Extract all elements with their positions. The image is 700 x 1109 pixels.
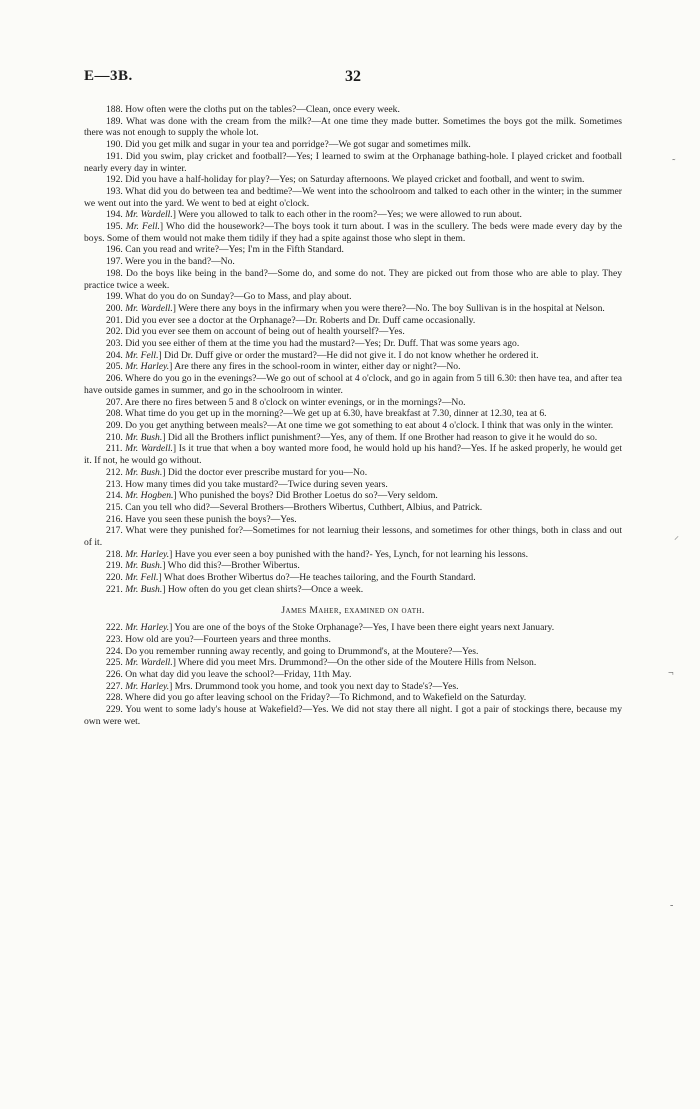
speaker-name: Mr. Fell. [125, 349, 159, 361]
paragraph-text: ] Where did you meet Mrs. Drummond?—On the other side of the Moutere Hills from Nelson. [172, 657, 537, 669]
margin-mark: - [670, 900, 674, 911]
speaker-name: Mr. Harley. [125, 622, 170, 634]
speaker-name: Mr. Wardell. [125, 209, 173, 221]
question-number: 219. [106, 560, 126, 572]
question-number: 220. [106, 572, 126, 584]
paragraph-text: ] Have you ever seen a boy punished with the hand?- Yes, Lynch, for not learning his lessons. [169, 548, 529, 560]
testimony-paragraph: 217. What were they punished for?—Sometimes for not learniug their lessons, and sometimes for other things, both in class and out of it. [84, 525, 622, 549]
paragraph-text: ] Did the doctor ever prescribe mustard for you—No. [162, 466, 368, 478]
testimony-paragraph [84, 221, 622, 244]
paragraph-text: ] What does Brother Wibertus do?—He teaches tailoring, and the Fourth Standard. [158, 572, 476, 584]
testimony-paragraph [84, 657, 622, 669]
page-body [84, 104, 622, 728]
testimony-paragraph: 209. Do you get anything between meals?—At one time we got something to eat about 4 o'clock. I think that was only in the winter. [106, 419, 614, 431]
testimony-paragraph: 226. On what day did you leave the school?—Friday, 11th May. [106, 669, 352, 681]
testimony-paragraph [84, 622, 622, 634]
page-number: 32 [345, 68, 361, 85]
question-number: 205. [106, 361, 126, 373]
question-number: 195. [106, 221, 126, 233]
paragraph-text: ] Who did the housework?—The boys took it turn about. I was in the scullery. The beds were made every day by the boys. Some of them would not make them tidily if they had a spite against those who slept in them. [84, 221, 622, 244]
testimony-paragraph: 216. Have you seen these punish the boys?—Yes. [106, 513, 297, 525]
speaker-name: Mr. Hogben. [125, 490, 174, 502]
testimony-paragraph: 191. Did you swim, play cricket and football?—Yes; I learned to swim at the Orphanage bathing-hole. I played cricket and football nearly every day in winter. [84, 150, 622, 174]
testimony-paragraph: 213. How many times did you take mustard?—Twice during seven years. [106, 478, 388, 490]
testimony-paragraph: 208. What time do you get up in the morning?—We get up at 6.30, have breakfast at 7.30, dinner at 12.30, tea at 6. [106, 408, 547, 420]
page-reference: E—3B. [84, 68, 133, 84]
testimony-paragraph: 228. Where did you go after leaving school on the Friday?—To Richmond, and to Wakefield on the Saturday. [106, 692, 527, 704]
testimony-paragraph: 223. How old are you?—Fourteen years and three months. [106, 633, 331, 645]
speaker-name: Mr. Fell. [125, 221, 160, 233]
margin-mark: ⸝ [674, 531, 679, 542]
question-number: 225. [106, 657, 126, 669]
speaker-name: Mr. Harley. [125, 680, 170, 692]
paragraph-text: ] Who punished the boys? Did Brother Loetus do so?—Very seldom. [173, 490, 438, 502]
question-number: 222. [106, 622, 126, 634]
paragraph-text: ] Did all the Brothers inflict punishment?—Yes, any of them. If one Brother had reason to give it he would do so. [162, 431, 598, 443]
testimony-paragraph: 199. What do you do on Sunday?—Go to Mass, and play about. [106, 291, 352, 303]
testimony-paragraph: 224. Do you remember running away recently, and going to Drummond's, at the Moutere?—Yes. [106, 645, 479, 657]
testimony-paragraph: 229. You went to some lady's house at Wakefield?—Yes. We did not stay there all night. I got a pair of stockings there, because my own were wet. [84, 704, 622, 727]
testimony-paragraph [84, 432, 622, 444]
speaker-name: Mr. Bush. [125, 560, 163, 572]
question-number: 214. [106, 490, 126, 502]
testimony-paragraph [84, 572, 622, 584]
testimony-paragraph: 188. How often were the cloths put on the tables?—Clean, once every week. [106, 104, 400, 115]
testimony-paragraph: 189. What was done with the cream from the milk?—At one time they made butter. Sometimes the boys got the milk. Sometimes there was not enough to supply the whole lot. [84, 115, 622, 139]
question-number: 194. [106, 209, 126, 221]
paragraph-text: ] Were there any boys in the infirmary when you were there?—No. The boy Sullivan is in the hospital at Nelson. [172, 302, 605, 314]
testimony-paragraph [84, 584, 622, 596]
question-number: 212. [106, 466, 126, 478]
paragraph-text: ] Were you allowed to talk to each other in the room?—Yes; we were allowed to run about. [172, 209, 522, 221]
speaker-name: Mr. Wardell. [125, 443, 173, 455]
question-number: 221. [106, 583, 126, 595]
page-header [84, 68, 622, 88]
testimony-paragraph [84, 681, 622, 693]
paragraph-text: ] You are one of the boys of the Stoke Orphanage?—Yes, I have been there eight years next January. [169, 622, 555, 634]
section-heading: James Maher, examined on oath. [281, 604, 425, 616]
margin-mark: ¬ [668, 668, 674, 679]
paragraph-text: ] Are there any fires in the school-room in winter, either day or night?—No. [169, 361, 461, 373]
testimony-paragraph: 190. Did you get milk and sugar in your tea and porridge?—We got sugar and sometimes milk. [106, 139, 471, 151]
testimony-paragraph: 193. What did you do between tea and bedtime?—We went into the schoolroom and talked to each other in the winter; in the summer we went out into the yard. We went to bed at eight o'clock. [84, 185, 622, 209]
margin-mark: ˷ [672, 150, 676, 161]
speaker-name: Mr. Harley. [125, 548, 170, 560]
question-number: 218. [106, 548, 126, 560]
testimony-paragraph: 215. Can you tell who did?—Several Brothers—Brothers Wibertus, Cuthbert, Albius, and Patrick. [106, 501, 483, 513]
question-number: 200. [106, 302, 126, 314]
testimony-paragraph [84, 490, 622, 502]
speaker-name: Mr. Wardell. [125, 302, 173, 314]
paragraph-text: ] Is it true that when a boy wanted more food, he would hold up his hand?—Yes. If he asked properly, he would get it. If not, he would go without. [84, 443, 622, 467]
testimony-paragraph [84, 350, 622, 362]
paragraph-text: ] Mrs. Drummond took you home, and took you next day to Stade's?—Yes. [169, 680, 459, 692]
paragraph-text: ] How often do you get clean shirts?—Once a week. [162, 583, 364, 595]
speaker-name: Mr. Bush. [125, 431, 163, 443]
testimony-paragraph: 197. Were you in the band?—No. [106, 256, 235, 268]
testimony-paragraph: 206. Where do you go in the evenings?—We go out of school at 4 o'clock, and go in again from 5 till 6.30: then have tea, and after tea have outside games in summer, and go in the schoolroom in winter. [84, 373, 622, 396]
question-number: 227. [106, 680, 126, 692]
speaker-name: Mr. Wardell. [125, 657, 173, 669]
testimony-paragraph: 201. Did you ever see a doctor at the Orphanage?—Dr. Roberts and Dr. Duff came occasionally. [106, 314, 476, 326]
testimony-paragraph [84, 361, 622, 373]
testimony-paragraph: 196. Can you read and write?—Yes; I'm in the Fifth Standard. [106, 244, 344, 256]
testimony-paragraph [84, 467, 622, 479]
testimony-paragraph: 203. Did you see either of them at the time you had the mustard?—Yes; Dr. Duff. That was some years ago. [106, 338, 520, 350]
testimony-paragraph [84, 560, 622, 572]
testimony-paragraph: 198. Do the boys like being in the band?—Some do, and some do not. They are picked out from those who are able to play. They practice twice a week. [84, 267, 622, 291]
speaker-name: Mr. Harley. [125, 361, 170, 373]
question-number: 211. [106, 443, 126, 455]
paragraph-text: ] Who did this?—Brother Wibertus. [162, 560, 300, 572]
speaker-name: Mr. Bush. [125, 466, 163, 478]
question-number: 210. [106, 431, 126, 443]
testimony-paragraph: 192. Did you have a half-holiday for play?—Yes; on Saturday afternoons. We played cricket and football, and went to swim. [106, 174, 585, 186]
paragraph-text: ] Did Dr. Duff give or order the mustard?—He did not give it. I do not know whether he ordered it. [158, 349, 539, 361]
testimony-paragraph: 207. Are there no fires between 5 and 8 o'clock on winter evenings, or in the mornings?—No. [106, 396, 466, 408]
speaker-name: Mr. Fell. [125, 572, 159, 584]
speaker-name: Mr. Bush. [125, 583, 163, 595]
testimony-paragraph [84, 549, 622, 561]
testimony-paragraph [84, 303, 622, 315]
testimony-paragraph [84, 443, 622, 466]
testimony-paragraph: 202. Did you ever see them on account of being out of health yourself?—Yes. [106, 326, 405, 338]
testimony-paragraph [84, 209, 622, 221]
question-number: 204. [106, 349, 126, 361]
